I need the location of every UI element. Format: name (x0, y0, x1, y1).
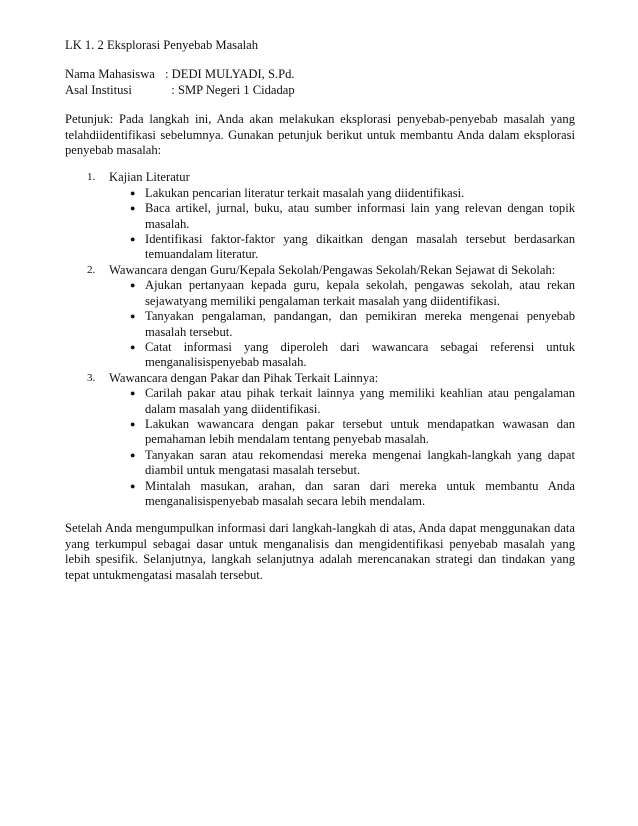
step-number: 3. (87, 371, 96, 384)
bullet-item: ● Ajukan pertanyaan kepada guru, kepala sekolah, pengawas sekolah, atau rekan sejawatyang memiliki pengalaman terkait masalah yang diidentifikasi. (130, 278, 575, 308)
institution-value: SMP Negeri 1 Cidadap (177, 82, 295, 97)
bullet-item: ● Mintalah masukan, arahan, dan saran dari mereka untuk membantu Anda menganalisispenyebab masalah secara lebih mendalam. (130, 478, 575, 508)
identity-block (65, 67, 575, 98)
bullet-item: ● Catat informasi yang diperoleh dari wawancara sebagai referensi untuk menganalisispenyebab masalah. (130, 339, 575, 370)
name-label: Nama Mahasiswa (65, 67, 155, 82)
bullet-list (109, 186, 575, 263)
step-item (65, 371, 575, 510)
bullet-item: ● Lakukan wawancara dengan pakar tersebut untuk mendapatkan wawasan dan pemahaman lebih mendalam tentang penyebab masalah. (130, 416, 575, 447)
step-item (65, 170, 575, 262)
bullet-icon: ● (130, 341, 136, 352)
bullet-icon: ● (130, 480, 136, 491)
bullet-item: ● Tanyakan pengalaman, pandangan, dan pemikiran mereka mengenai penyebab masalah tersebut. (130, 309, 575, 339)
bullet-icon: ● (130, 234, 136, 245)
bullet-icon: ● (130, 418, 136, 429)
bullet-icon: ● (130, 203, 136, 214)
step-heading: Wawancara dengan Pakar dan Pihak Terkait Lainnya: (109, 370, 379, 385)
bullet-item: ● Carilah pakar atau pihak terkait lainnya yang memiliki keahlian atau pengalaman dalam masalah yang diidentifikasi. (130, 386, 575, 416)
bullet-list (109, 278, 575, 370)
bullet-list (109, 386, 575, 509)
bullet-icon: ● (130, 449, 136, 460)
bullet-icon: ● (130, 187, 136, 198)
name-value: DEDI MULYADI, S.Pd. (171, 67, 295, 82)
step-item (65, 263, 575, 371)
institution-label: Asal Institusi (65, 82, 132, 97)
step-number: 1. (87, 171, 96, 184)
step-number: 2. (87, 263, 96, 276)
document-page (65, 38, 575, 583)
bullet-item: ● Lakukan pencarian literatur terkait masalah yang diidentifikasi. (130, 185, 465, 200)
bullet-item: ● Identifikasi faktor-faktor yang dikaitkan dengan masalah tersebut berdasarkan temuandalam literatur. (130, 232, 575, 262)
step-heading: Wawancara dengan Guru/Kepala Sekolah/Pengawas Sekolah/Rekan Sejawat di Sekolah: (109, 262, 556, 277)
name-row: Nama Mahasiswa : DEDI MULYADI, S.Pd. (65, 67, 295, 82)
bullet-icon: ● (130, 280, 136, 291)
intro-paragraph: Petunjuk: Pada langkah ini, Anda akan melakukan eksplorasi penyebab-penyebab masalah yang telahdiidentifikasi sebelumnya. Gunakan petunjuk berikut untuk membantu Anda dalam eksplorasi penyebab masalah: (65, 112, 575, 158)
closing-paragraph: Setelah Anda mengumpulkan informasi dari langkah-langkah di atas, Anda dapat menggunakan data yang terkumpul sebagai dasar untuk menganalisis dan mengidentifikasi penyebab masalah yang lebih spesifik. Selanjutnya, langkah selanjutnya adalah merencanakan strategi dan tindakan yang tepat untukmengatasi masalah tersebut. (65, 521, 575, 582)
institution-row: Asal Institusi : SMP Negeri 1 Cidadap (65, 82, 295, 97)
bullet-icon: ● (130, 311, 136, 322)
bullet-item: ● Baca artikel, jurnal, buku, atau sumber informasi lain yang relevan dengan topik masalah. (130, 201, 575, 231)
bullet-item: ● Tanyakan saran atau rekomendasi mereka mengenai langkah-langkah yang dapat diambil untuk mengatasi masalah tersebut. (130, 447, 575, 478)
step-heading: Kajian Literatur (109, 170, 190, 185)
bullet-icon: ● (130, 388, 136, 399)
steps-list (65, 170, 575, 509)
document-title: LK 1. 2 Eksplorasi Penyebab Masalah (65, 38, 259, 52)
